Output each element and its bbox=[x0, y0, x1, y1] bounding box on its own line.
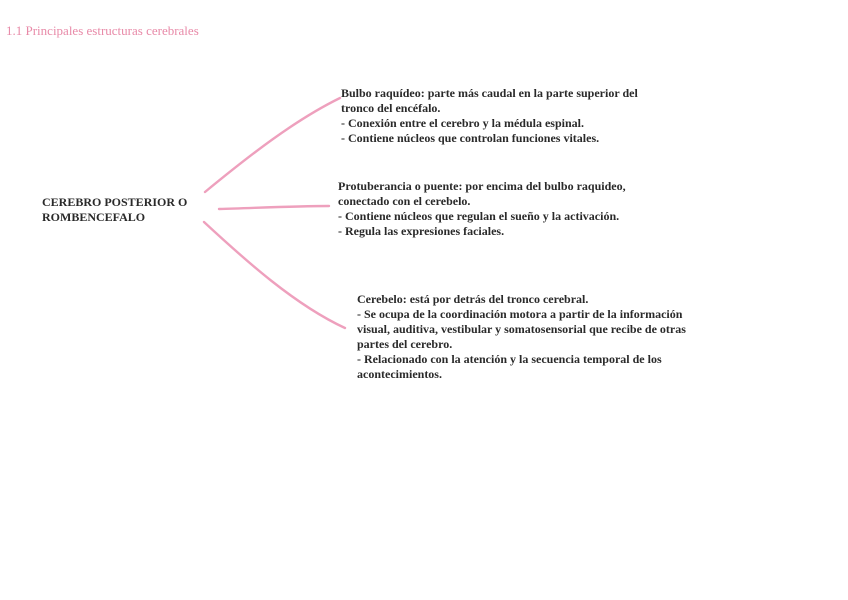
page-title: 1.1 Principales estructuras cerebrales bbox=[6, 23, 199, 38]
branch-text-line: - Regula las expresiones faciales. bbox=[338, 224, 505, 238]
branch-protuberancia[interactable] bbox=[338, 179, 626, 239]
central-topic[interactable] bbox=[42, 195, 187, 225]
branch-text-line: tronco del encéfalo. bbox=[341, 101, 441, 115]
branch-bulbo-raquideo[interactable] bbox=[341, 86, 638, 146]
branch-text-line: visual, auditiva, vestibular y somatosensorial que recibe de otras bbox=[357, 322, 686, 336]
branch-text-line: Cerebelo: está por detrás del tronco cerebral. bbox=[357, 292, 589, 306]
central-topic-line: CEREBRO POSTERIOR O bbox=[42, 195, 188, 209]
connector-bulbo bbox=[205, 98, 340, 192]
connector-protuberancia bbox=[219, 206, 329, 209]
branch-text-line: - Contiene núcleos que regulan el sueño y la activación. bbox=[338, 209, 620, 223]
branch-text-line: Protuberancia o puente: por encima del bulbo raquideo, bbox=[338, 179, 626, 193]
connector-cerebelo bbox=[204, 222, 345, 328]
branch-text-line: acontecimientos. bbox=[357, 367, 442, 381]
branch-text-line: partes del cerebro. bbox=[357, 337, 453, 351]
branch-text-line: Bulbo raquídeo: parte más caudal en la parte superior del bbox=[341, 86, 638, 100]
central-topic-line: ROMBENCEFALO bbox=[42, 210, 146, 224]
branch-cerebelo[interactable] bbox=[357, 292, 686, 382]
branch-text-line: - Contiene núcleos que controlan funciones vitales. bbox=[341, 131, 600, 145]
branch-text-line: - Conexión entre el cerebro y la médula espinal. bbox=[341, 116, 584, 130]
branch-text-line: - Relacionado con la atención y la secuencia temporal de los bbox=[357, 352, 662, 366]
branch-text-line: conectado con el cerebelo. bbox=[338, 194, 471, 208]
branch-text-line: - Se ocupa de la coordinación motora a partir de la información bbox=[357, 307, 683, 321]
